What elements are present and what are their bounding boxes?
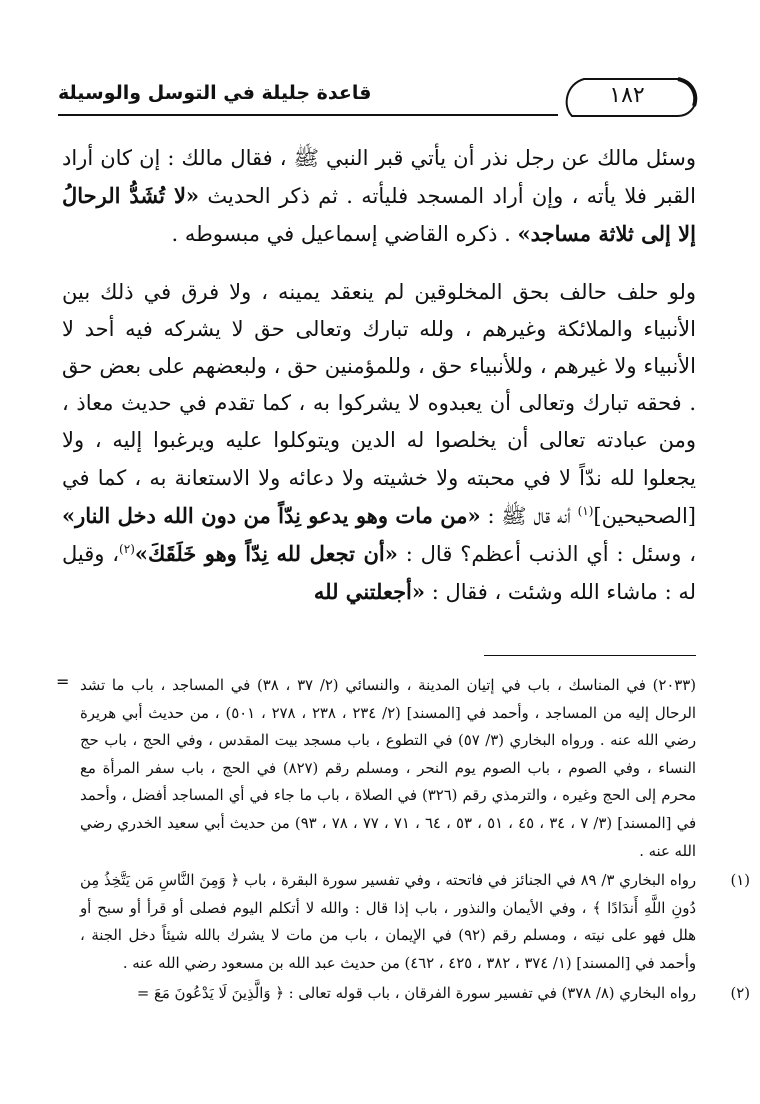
footnote-1 [80, 867, 750, 977]
footnote-separator [484, 655, 696, 656]
footnote-1-text: رواه البخاري ٣/ ٨٩ في الجنائز في فاتحته ، وفي تفسير سورة البقرة ، باب ﴿ وَمِنَ النَّاسِ مَن يَتَّخِذُ مِن دُونِ اللَّهِ أَندَادًا ﴾ ، وفي الأيمان والنذور ، باب إذا قال : والله لا أتكلم اليوم فصلى أو قرأ أو سبح أو هلل فهو على نيته ، ومسلم رقم (٩٢) في الإيمان ، باب من مات لا يشرك بالله شيئاً دخل الجنة ، وأحمد في [المسند] (١/ ٣٧٤ ، ٣٨٢ ، ٤٢٥ ، ٤٦٢) من حديث عبد الله بن مسعود رضي الله عنه . [80, 872, 696, 972]
footnote-2-number: (٢) [730, 984, 750, 1002]
paragraph-2 [62, 274, 696, 612]
footnote-ref-2[interactable]: (٢) [119, 542, 135, 557]
continuation-mark: = [56, 672, 70, 691]
page-header [58, 76, 700, 120]
running-title: قاعدة جليلة في التوسل والوسيلة [58, 82, 372, 104]
paragraph-2-text-a: ولو حلف حالف بحق المخلوقين لم ينعقد يمينه ، ولا فرق في ذلك بين الأنبياء والملائكة وغيرهم ، ولله تبارك وتعالى حق لا يشركه فيه أحد لا الأنبياء ولا غيرهم ، وللأنبياء حق ، وللمؤمنين حق ، ولبعضهم على بعض حق . فحقه تبارك وتعالى أن يعبدوه لا يشركوا به ، كما تقدم في حديث معاذ ، ومن عبادته تعالى أن يخلصوا له الدين ويتوكلوا عليه ويرغبوا إليه ، ولا يجعلوا لله ندّاً لا في محبته ولا خشيته ولا دعائه ولا الاستعانة به ، كما في [الصحيحين] [62, 279, 696, 528]
footnote-2 [80, 980, 750, 1008]
paragraph-1-text: وسئل مالك عن رجل نذر أن يأتي قبر النبي ﷺ ، فقال مالك : إن كان أراد القبر فلا يأته ، وإن أراد المسجد فليأته . ثم ذكر الحديث [62, 146, 696, 209]
footnote-ref-1[interactable]: (١) [577, 503, 594, 518]
footnotes [80, 672, 750, 1007]
paragraph-1-end: . ذكره القاضي إسماعيل في مبسوطه . [171, 222, 511, 247]
paragraph-2-text-d: ، وقيل له : ماشاء الله وشئت ، فقال : [62, 542, 696, 605]
hadith-quote-2: «من مات وهو يدعو نِدّاً من دون الله دخل النار» [62, 502, 481, 528]
footnote-1-number: (١) [730, 872, 750, 890]
main-text [62, 140, 696, 611]
paragraph-2-text-b: أنه قال ﷺ : [487, 503, 578, 528]
hadith-quote-1: «لا تُشَدُّ الرحالُ إلا إلى ثلاثة مساجد» [62, 183, 696, 247]
header-rule [58, 114, 558, 116]
hadith-quote-3: «أن تجعل لله نِدّاً وهو خَلَقَكَ» [134, 541, 398, 567]
paragraph-1 [62, 140, 696, 254]
footnote-continuation: (٢٠٣٣) في المناسك ، باب في إتيان المدينة ، والنسائي (٢/ ٣٧ ، ٣٨) في المساجد ، باب ما تشد الرحال إليه من المساجد ، وأحمد في [المسند] (٢/ ٢٣٤ ، ٢٣٨ ، ٢٧٨ ، ٥٠١) ، من حديث أبي هريرة رضي الله عنه . ورواه البخاري (٣/ ٥٧) في التطوع ، باب مسجد بيت المقدس ، وفي الحج ، باب حج النساء ، وفي الصوم ، باب الصوم يوم النحر ، ومسلم رقم (٨٢٧) في الحج ، باب سفر المرأة مع محرم إلى الحج وغيره ، والترمذي رقم (٣٢٦) في الصلاة ، باب ما جاء في أي المساجد أفضل ، وأحمد في [المسند] (٣/ ٧ ، ٣٤ ، ٤٥ ، ٥١ ، ٥٣ ، ٦٤ ، ٧١ ، ٧٧ ، ٧٨ ، ٩٣) من حديث أبي سعيد الخدري رضي الله عنه . [80, 677, 697, 860]
hadith-quote-4: «أجعلتني لله [313, 579, 426, 605]
paragraph-2-text-c: ، وسئل : أي الذنب أعظم؟ قال : [405, 542, 696, 567]
footnote-2-text: رواه البخاري (٨/ ٣٧٨) في تفسير سورة الفرقان ، باب قوله تعالى : ﴿ وَالَّذِينَ لَا يَدْعُونَ مَعَ = [136, 984, 696, 1002]
page-number: ١٨٢ [609, 83, 645, 108]
page-number-badge [560, 76, 700, 118]
